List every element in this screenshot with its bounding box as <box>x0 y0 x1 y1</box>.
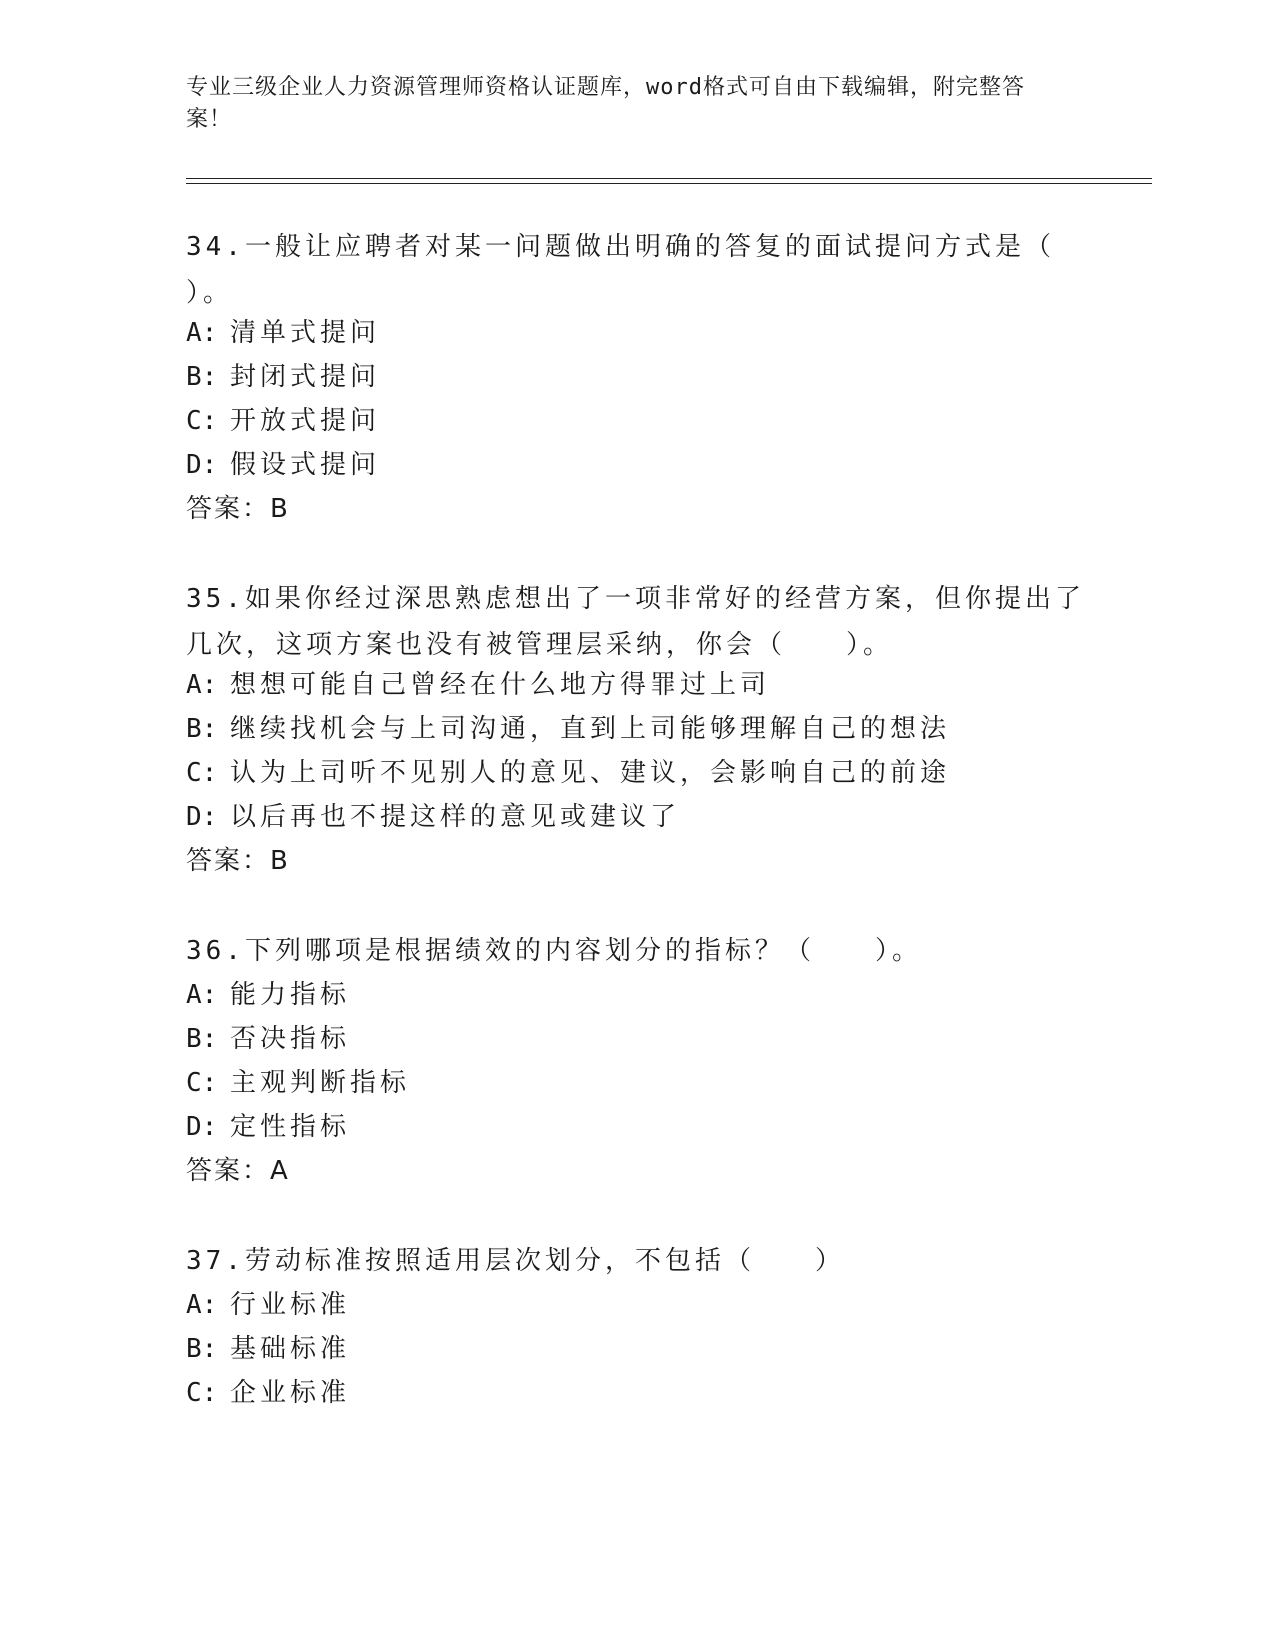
question-35-option-c <box>186 750 1086 796</box>
option-text: 行业标准 <box>230 1290 351 1320</box>
option-text: 假设式提问 <box>230 450 381 480</box>
option-letter: A: <box>186 1290 218 1320</box>
option-text: 想想可能自己曾经在什么地方得罪过上司 <box>230 670 771 700</box>
question-36-answer: 答案：A <box>186 1156 290 1186</box>
option-text: 定性指标 <box>230 1112 351 1142</box>
question-34-option-b <box>186 354 1086 400</box>
question-36-option-c <box>186 1060 1086 1106</box>
header-divider-top <box>186 178 1152 179</box>
question-36-option-a <box>186 972 1086 1018</box>
option-letter: D: <box>186 1112 218 1142</box>
question-34-answer: 答案：B <box>186 494 290 524</box>
option-text: 以后再也不提这样的意见或建议了 <box>230 802 681 832</box>
option-letter: C: <box>186 1068 218 1098</box>
option-text: 基础标准 <box>230 1334 351 1364</box>
option-text: 清单式提问 <box>230 318 381 348</box>
question-35-option-b <box>186 706 1086 752</box>
option-letter: A: <box>186 980 218 1010</box>
option-letter: B: <box>186 1024 218 1054</box>
option-letter: C: <box>186 406 218 436</box>
option-text: 主观判断指标 <box>230 1068 411 1098</box>
question-35-option-a <box>186 662 1086 708</box>
question-34-text: 34.一般让应聘者对某一问题做出明确的答复的面试提问方式是（ ）。 <box>186 232 1055 308</box>
option-text: 否决指标 <box>230 1024 351 1054</box>
option-letter: D: <box>186 802 218 832</box>
question-34-option-d <box>186 442 1086 488</box>
question-35-option-d <box>186 794 1086 840</box>
question-36-text: 36.下列哪项是根据绩效的内容划分的指标？（ ）。 <box>186 936 922 966</box>
question-37-option-c <box>186 1370 1086 1416</box>
option-letter: B: <box>186 714 218 744</box>
document-header: 专业三级企业人力资源管理师资格认证题库，word格式可自由下载编辑，附完整答案！ <box>186 75 1025 132</box>
question-34-option-a <box>186 310 1086 356</box>
option-letter: B: <box>186 1334 218 1364</box>
option-text: 认为上司听不见别人的意见、建议，会影响自己的前途 <box>230 758 951 788</box>
header-divider-bottom <box>186 183 1152 184</box>
question-34-option-c <box>186 398 1086 444</box>
option-letter: C: <box>186 1378 218 1408</box>
option-letter: A: <box>186 670 218 700</box>
option-text: 开放式提问 <box>230 406 381 436</box>
option-text: 能力指标 <box>230 980 351 1010</box>
option-letter: D: <box>186 450 218 480</box>
question-35-text: 35.如果你经过深思熟虑想出了一项非常好的经营方案，但你提出了几次，这项方案也没有被管理层采纳，你会（ ）。 <box>186 584 1085 660</box>
option-text: 封闭式提问 <box>230 362 381 392</box>
option-letter: A: <box>186 318 218 348</box>
option-text: 继续找机会与上司沟通，直到上司能够理解自己的想法 <box>230 714 951 744</box>
question-37-text: 37.劳动标准按照适用层次划分，不包括（ ） <box>186 1246 845 1276</box>
question-36-option-d <box>186 1104 1086 1150</box>
option-letter: B: <box>186 362 218 392</box>
question-37-option-b <box>186 1326 1086 1372</box>
option-text: 企业标准 <box>230 1378 351 1408</box>
question-35-answer: 答案：B <box>186 846 290 876</box>
question-36-option-b <box>186 1016 1086 1062</box>
question-37-option-a <box>186 1282 1086 1328</box>
option-letter: C: <box>186 758 218 788</box>
